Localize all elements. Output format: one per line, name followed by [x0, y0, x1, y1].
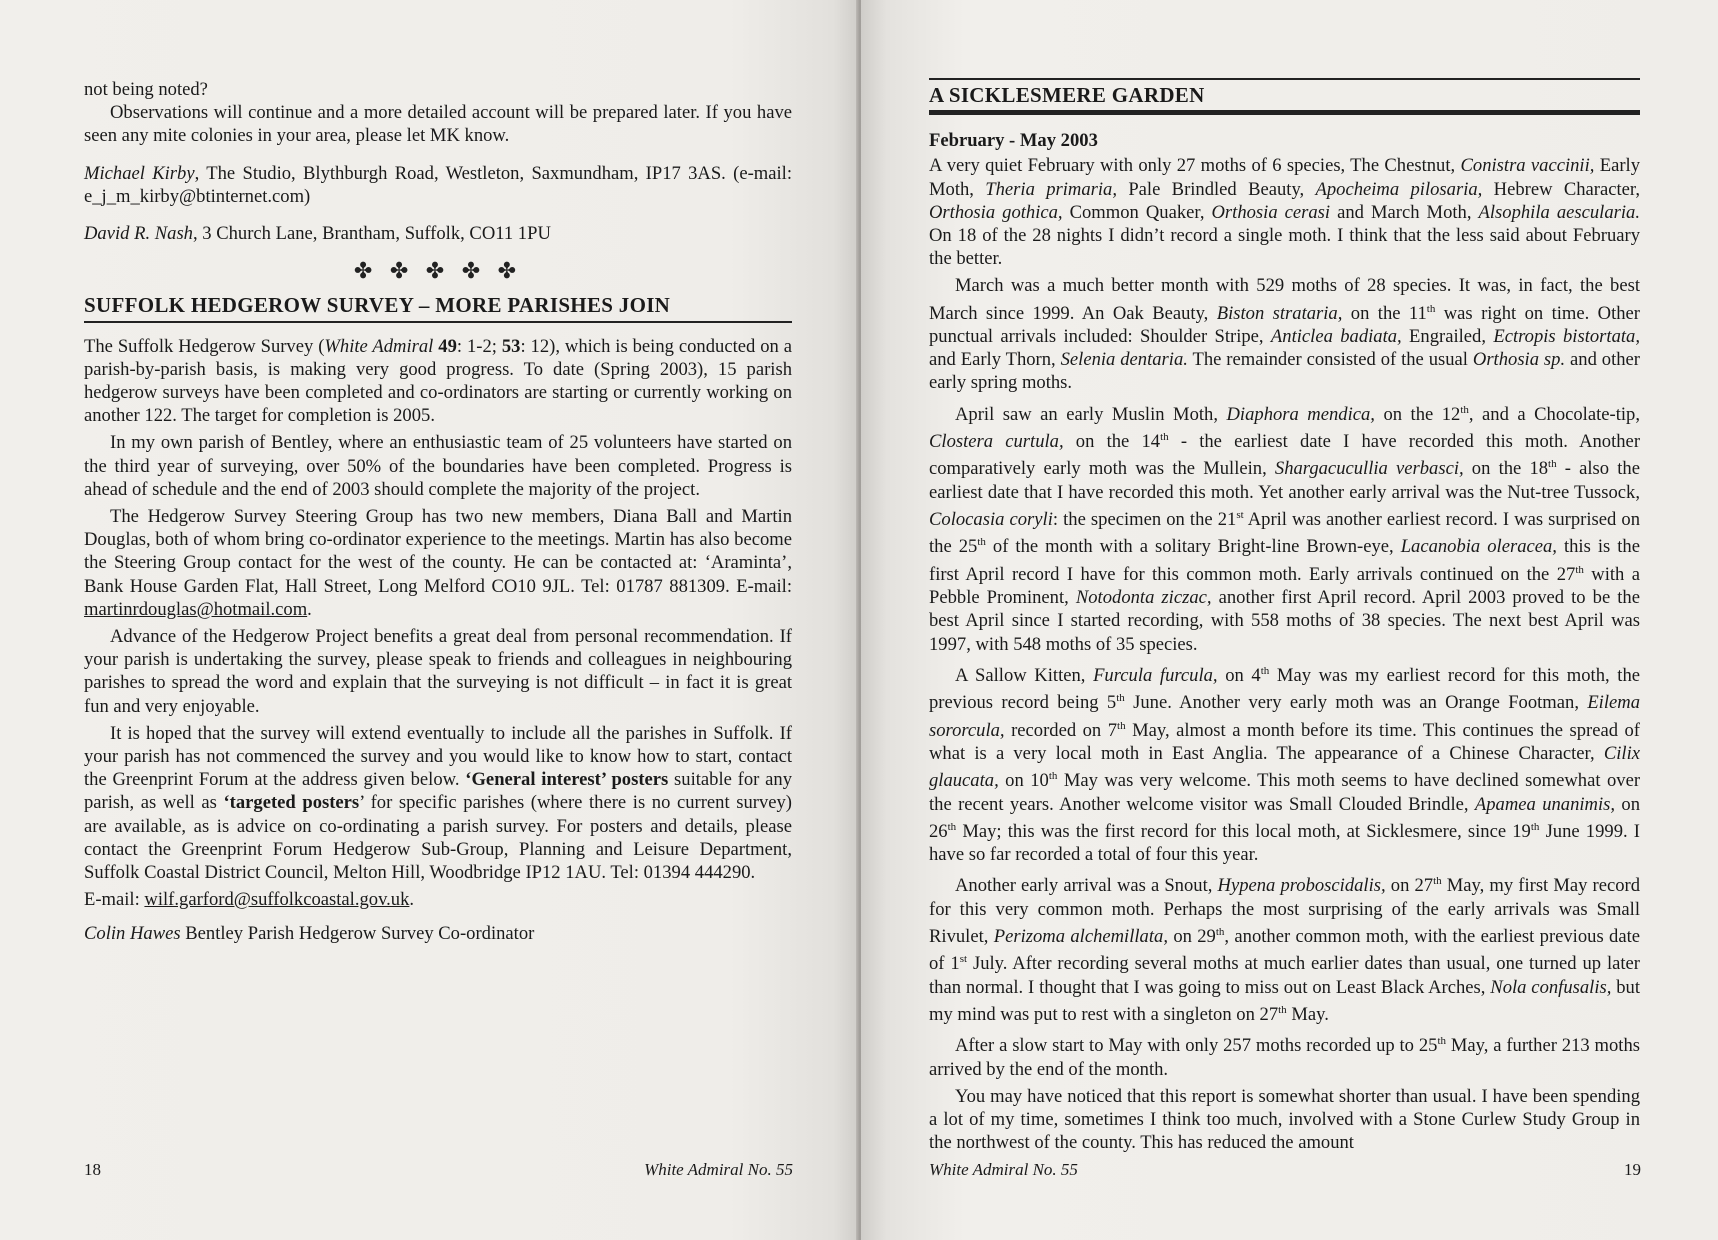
ordinal-suffix: th [1433, 875, 1442, 888]
species-name: Cilix glaucata, [929, 742, 1640, 792]
text-run: and Early Thorn, [929, 349, 1061, 371]
ordinal-suffix: th [1426, 302, 1436, 315]
text-run: Hebrew Character, [1482, 178, 1640, 200]
signature-name: Colin Hawes [84, 922, 181, 944]
text-run: on the 11 [1342, 302, 1427, 324]
author-address-text: , The Studio, Blythburgh Road, Westleton, Saxmundham, IP17 3AS. (e-mail: e_j_m_kirby@btinternet.com) [84, 162, 793, 207]
signature-role: Bentley Parish Hedgerow Survey Co-ordinator [180, 922, 535, 944]
text-run: March was a much better month with 529 moths of 28 species. It was, in fact, the best March since 1999. An Oak Beauty, [929, 275, 1640, 324]
species-name: Orthosia gothica, [929, 201, 1063, 223]
author-address-text: , 3 Church Lane, Brantham, Suffolk, CO11 1PU [192, 223, 551, 245]
section-divider: ✤ ✤ ✤ ✤ ✤ [353, 258, 523, 284]
text-run: , and a Chocolate-tip, [1468, 403, 1640, 425]
author-name: David R. Nash [84, 223, 193, 245]
paragraph-4 [929, 660, 1640, 867]
text-run: May, a further 213 moths arrived by the end of the month. [929, 1035, 1640, 1080]
paragraph-4: Advance of the Hedgerow Project benefits a great deal from personal recommendation. If your parish is undertaking the survey, please speak to friends and colleagues in neighbouring parishes to spread the word and explain that the surveying is not difficult – in fact it is great fun and very enjoyable. [84, 626, 792, 717]
species-name: Conistra vaccinii, [1460, 155, 1595, 177]
text-run: with a Pebble Prominent, [929, 563, 1640, 609]
article-subheading: February - May 2003 [929, 130, 1098, 152]
author-address-nash [84, 222, 792, 245]
species-name: Apamea unanimis, [1474, 793, 1616, 815]
paragraph-7 [929, 1085, 1640, 1155]
species-name: Alsophila aescularia. [1478, 201, 1640, 223]
intro-line: not being noted? [84, 79, 208, 100]
paragraph-1: The Suffolk Hedgerow Survey (White Admiral 49: 1-2; 53: 12), which is being conducted on a parish-by-parish basis, is making very good progress. To date (Spring 2003), 15 parish hedgerow surveys have been completed and co-ordinators are starting or currently working on another 122. The target for completion is 2005. [84, 335, 792, 427]
ordinal-suffix: th [977, 536, 986, 549]
text-run: You may have noticed that this report is somewhat shorter than usual. I have been spending a lot of my time, sometimes I think too much, involved with a Stone Curlew Study Group in the northwest of the county. This has reduced the amount [929, 1085, 1640, 1154]
article-title: A SICKLESMERE GARDEN [929, 83, 1205, 107]
text-run: on 4 [1217, 664, 1261, 686]
text-run: A Sallow Kitten, [955, 664, 1094, 686]
ordinal-suffix: th [1530, 820, 1540, 833]
species-name: Anticlea badiata, [1270, 326, 1402, 348]
text-run: but my mind was put to rest with a singleton on 27 [929, 976, 1640, 1026]
ordinal-suffix: th [1460, 403, 1469, 416]
text-run: May. [1286, 1004, 1329, 1026]
text-run: The remainder consisted of the usual [1187, 349, 1473, 371]
paragraph-3: The Hedgerow Survey Steering Group has two new members, Diana Ball and Martin Douglas, both of whom bring co-ordinator experience to the meetings. Martin has also become the Steering Group contact for the west of the county. He can be contacted at: ‘Araminta’, Bank House Garden Flat, Hall Street, Long Melford CO10 9JL. Tel: 01787 881309. E-mail: martinrdouglas@hotmail.com. [84, 506, 792, 620]
text-run: on 27 [1385, 875, 1434, 897]
page-number: 18 [84, 1160, 101, 1179]
paragraph-1 [929, 154, 1640, 270]
ordinal-suffix: th [1215, 925, 1225, 938]
paragraph-3 [929, 399, 1640, 656]
species-name: Eilema sororcula, [929, 692, 1640, 741]
text-run: May was my earliest record for this moth, the previous record being 5 [929, 664, 1641, 714]
ordinal-suffix: th [1117, 719, 1126, 732]
text-run: on 29 [1167, 926, 1216, 948]
ordinal-suffix: st [959, 953, 968, 966]
species-name: Clostera curtula, [929, 431, 1064, 453]
text-run: on the 14 [1063, 431, 1161, 453]
species-name: Selenia dentaria. [1060, 349, 1188, 371]
page-number: 19 [1624, 1160, 1641, 1179]
species-name: Notodonta ziczac, [1075, 587, 1212, 609]
author-name: Michael Kirby [84, 162, 195, 184]
species-name: Diaphora mendica, [1226, 403, 1375, 425]
ordinal-suffix: th [947, 820, 957, 833]
ordinal-suffix: th [1278, 1003, 1287, 1016]
text-run: recorded on 7 [1004, 719, 1118, 741]
text-run: May was very welcome. This moth seems to have declined somewhat over the recent years. Another welcome visitor was Small Clouded Brindle, [929, 770, 1641, 815]
species-name: Orthosia sp. [1472, 349, 1566, 371]
species-name: Orthosia cerasi [1211, 201, 1331, 223]
title-rule-top [929, 78, 1640, 80]
text-run: this is the first April record I have for this common moth. Early arrivals continued on the 27 [929, 536, 1640, 585]
title-rule-bottom [929, 110, 1640, 115]
email-link[interactable]: martinrdouglas@hotmail.com [84, 598, 308, 620]
email-link[interactable]: wilf.garford@suffolkcoastal.gov.uk [144, 889, 410, 911]
ordinal-suffix: th [1575, 563, 1584, 576]
text-run: on 26 [929, 793, 1640, 842]
text-run: on the 12 [1374, 403, 1461, 425]
right-column [929, 78, 1640, 1155]
text-run: and March Moth, [1330, 201, 1479, 223]
paragraph-6: E-mail: wilf.garford@suffolkcoastal.gov.uk. [84, 889, 415, 911]
ordinal-suffix: th [1437, 1035, 1446, 1048]
text-run: another first April record. April 2003 proved to be the best April since I started recording, with 558 moths of 38 species. The next best April was 1997, with 548 moths of 35 species. [929, 587, 1640, 655]
text-run: and other early spring moths. [929, 349, 1640, 394]
author-address-kirby [84, 162, 792, 208]
text-run: May, almost a month before its time. This continues the spread of what is a very local moth in East Anglia. The appearance of a Chinese Character, [929, 719, 1640, 764]
text-run: June 1999. I have so far recorded a total of four this year. [929, 820, 1640, 866]
text-run: Pale Brindled Beauty, [1116, 178, 1316, 200]
text-run: - the earliest date I have recorded this moth. Another comparatively early moth was the Mullein, [929, 431, 1641, 480]
text-run: Another early arrival was a Snout, [955, 875, 1218, 897]
text-run: Engrailed, [1401, 326, 1494, 348]
ordinal-suffix: th [1116, 692, 1125, 705]
text-run: of the month with a solitary Bright-line Brown-eye, [985, 536, 1401, 558]
species-name: Shargacucullia verbasci, [1274, 458, 1464, 480]
species-name: Biston strataria, [1216, 302, 1343, 324]
species-name: Nola confusalis, [1490, 976, 1612, 998]
text-run: May; this was the first record for this local moth, at Sicklesmere, since 19 [956, 820, 1531, 842]
text-run: A very quiet February with only 27 moths of 6 species, The Chestnut, [929, 155, 1461, 177]
article-title: SUFFOLK HEDGEROW SURVEY – MORE PARISHES JOIN [84, 294, 792, 322]
text-run: Early Moth, [929, 155, 1641, 200]
text-run: April saw an early Muslin Moth, [955, 403, 1227, 425]
left-column [84, 78, 792, 945]
page-19 [861, 0, 1718, 1240]
species-name: Apocheima pilosaria, [1315, 178, 1483, 200]
text-run: , another common moth, with the earliest previous date of 1 [929, 926, 1640, 975]
text-run: on the 18 [1463, 458, 1549, 480]
paragraph-5 [929, 870, 1640, 1026]
text-run: On 18 of the 28 nights I didn’t record a single moth. I think that the less said about February the better. [929, 225, 1640, 270]
text-run: April was another earliest record. I was surprised on the 25 [929, 509, 1640, 558]
paragraph-5: It is hoped that the survey will extend eventually to include all the parishes in Suffolk. If your parish has not commenced the survey and you would like to know how to start, contact the Greenprint Forum at the address given below. ‘General interest’ posters suitable for any parish, as well as ‘targeted posters’ for specific parishes (where there is no current survey) are available, as is advice on co-ordinating a parish survey. For posters and details, please contact the Greenprint Forum Hedgerow Sub-Group, Planning and Leisure Department, Suffolk Coastal District Council, Melton Hill, Woodbridge IP12 1AU. Tel: 01394 444290. [84, 722, 793, 884]
text-run: May, my first May record for this very common moth. Perhaps the most surprising of the early arrivals was Small Rivulet, [929, 875, 1641, 948]
ordinal-suffix: th [1548, 458, 1557, 471]
ordinal-suffix: th [1260, 664, 1270, 677]
text-run: on 10 [998, 770, 1049, 792]
ordinal-suffix: th [1160, 431, 1169, 444]
text-run: was right on time. Other punctual arrivals included: Shoulder Stripe, [929, 302, 1640, 348]
species-name: Lacanobia oleracea, [1400, 536, 1557, 558]
species-name: Theria primaria, [985, 178, 1117, 200]
species-name: Hypena proboscidalis, [1217, 875, 1386, 897]
paragraph-2 [929, 274, 1640, 394]
intro-paragraph: Observations will continue and a more detailed account will be prepared later. If you have seen any mite colonies in your area, please let MK know. [84, 102, 792, 147]
running-footer: White Admiral No. 55 [929, 1160, 1078, 1179]
text-run: June. Another very early moth was an Orange Footman, [1124, 692, 1588, 714]
species-name: Colocasia coryli [929, 509, 1053, 531]
species-name: Perizoma alchemillata, [993, 926, 1168, 948]
text-run: Common Quaker, [1062, 201, 1212, 223]
text-run: July. After recording several moths at much earlier dates than usual, one turned up later than normal. I thought that I was going to miss out on Least Black Arches, [929, 953, 1640, 998]
ordinal-suffix: th [1048, 770, 1058, 783]
species-name: Ectropis bistortata, [1493, 326, 1640, 348]
paragraph-2: In my own parish of Bentley, where an enthusiastic team of 25 volunteers have started on the third year of surveying, over 50% of the boundaries have been completed. Progress is ahead of schedule and the end of 2003 should complete the majority of the project. [84, 432, 792, 500]
signature [84, 922, 792, 945]
text-run: After a slow start to May with only 257 moths recorded up to 25 [955, 1035, 1438, 1057]
text-run: - also the earliest date that I have recorded this moth. Yet another early arrival was the Nut-tree Tussock, [929, 458, 1640, 503]
paragraph-6 [929, 1030, 1640, 1081]
text-run: : the specimen on the 21 [1052, 509, 1237, 531]
running-footer: White Admiral No. 55 [644, 1160, 793, 1179]
species-name: Furcula furcula, [1093, 664, 1218, 686]
ordinal-suffix: st [1236, 509, 1244, 521]
